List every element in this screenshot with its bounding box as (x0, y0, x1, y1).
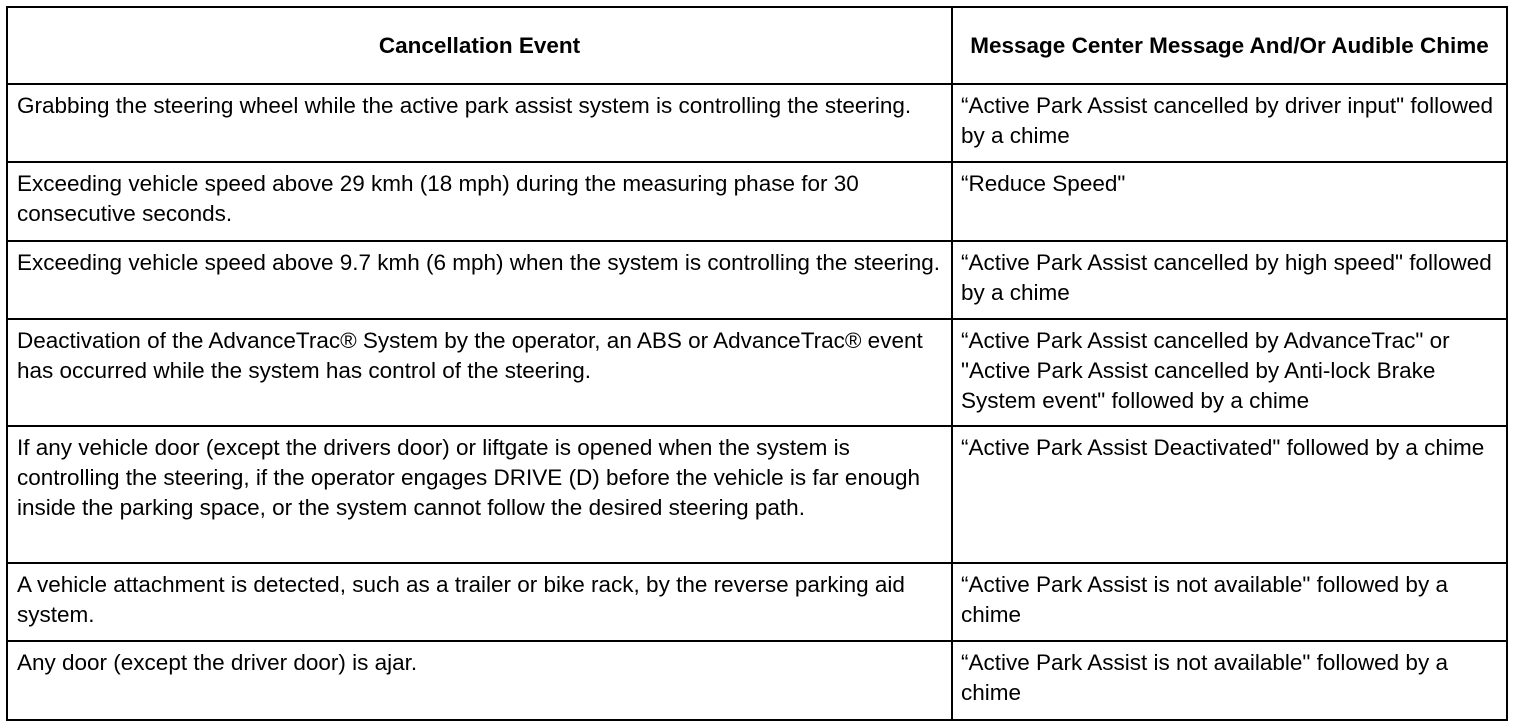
message-cell: “Reduce Speed" (952, 162, 1507, 241)
column-header-message: Message Center Message And/Or Audible Chime (952, 7, 1507, 84)
event-cell: Exceeding vehicle speed above 9.7 kmh (6 mph) when the system is controlling the steering. (7, 241, 952, 319)
event-cell: Exceeding vehicle speed above 29 kmh (18 mph) during the measuring phase for 30 consecutive seconds. (7, 162, 952, 241)
column-header-cancellation-event: Cancellation Event (7, 7, 952, 84)
message-cell: “Active Park Assist cancelled by driver input" followed by a chime (952, 84, 1507, 162)
event-cell: Deactivation of the AdvanceTrac® System by the operator, an ABS or AdvanceTrac® event has occurred while the system has control of the steering. (7, 319, 952, 426)
table-row (7, 84, 1507, 162)
message-cell: “Active Park Assist is not available" followed by a chime (952, 563, 1507, 641)
message-cell: “Active Park Assist cancelled by high speed" followed by a chime (952, 241, 1507, 319)
event-cell: Grabbing the steering wheel while the active park assist system is controlling the steering. (7, 84, 952, 162)
table-header-row (7, 7, 1507, 84)
message-cell: “Active Park Assist Deactivated" followed by a chime (952, 426, 1507, 563)
table-row (7, 319, 1507, 426)
message-cell: “Active Park Assist is not available" followed by a chime (952, 641, 1507, 720)
event-cell: Any door (except the driver door) is ajar. (7, 641, 952, 720)
message-cell: “Active Park Assist cancelled by AdvanceTrac" or "Active Park Assist cancelled by Anti-lock Brake System event" followed by a chime (952, 319, 1507, 426)
event-cell: A vehicle attachment is detected, such as a trailer or bike rack, by the reverse parking aid system. (7, 563, 952, 641)
table-row (7, 426, 1507, 563)
table-row (7, 162, 1507, 241)
table-row (7, 241, 1507, 319)
table-row (7, 563, 1507, 641)
cancellation-events-table (6, 6, 1508, 721)
table-row (7, 641, 1507, 720)
event-cell: If any vehicle door (except the drivers door) or liftgate is opened when the system is controlling the steering, if the operator engages DRIVE (D) before the vehicle is far enough inside the parking space, or the system cannot follow the desired steering path. (7, 426, 952, 563)
